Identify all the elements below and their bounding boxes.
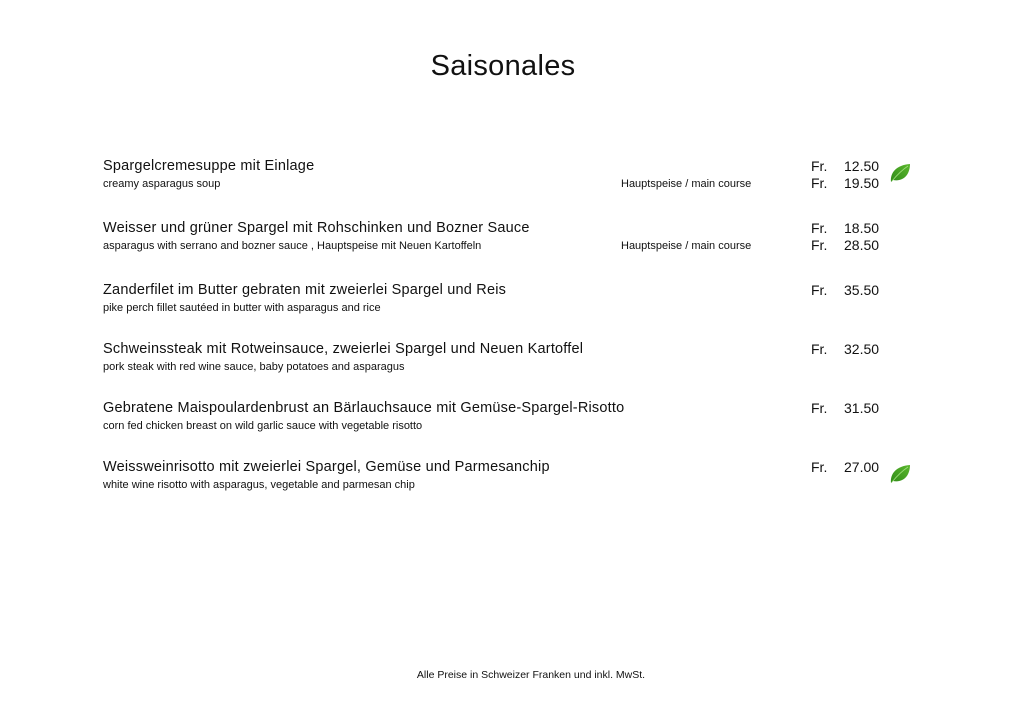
price-amount: 27.00	[844, 459, 880, 475]
menu-item	[0, 220, 1024, 260]
menu-item	[0, 341, 1024, 381]
dish-name: Weissweinrisotto mit zweierlei Spargel, Gemüse und Parmesanchip	[103, 459, 550, 475]
dish-description: white wine risotto with asparagus, vegetable and parmesan chip	[103, 479, 415, 491]
leaf-icon	[889, 162, 911, 184]
footer-note: Alle Preise in Schweizer Franken und inkl. MwSt.	[416, 669, 646, 681]
menu-item	[0, 459, 1024, 499]
currency: Fr.	[811, 237, 828, 253]
menu-item	[0, 158, 1024, 198]
currency: Fr.	[811, 459, 828, 475]
course-note: Hauptspeise / main course	[621, 240, 752, 252]
currency: Fr.	[811, 175, 828, 191]
dish-description: pork steak with red wine sauce, baby potatoes and asparagus	[103, 361, 405, 373]
price-amount: 31.50	[844, 400, 880, 416]
dish-name: Gebratene Maispoulardenbrust an Bärlauchsauce mit Gemüse-Spargel-Risotto	[103, 400, 625, 416]
price-amount: 18.50	[844, 220, 880, 236]
dish-description: corn fed chicken breast on wild garlic sauce with vegetable risotto	[103, 420, 423, 432]
price	[811, 220, 879, 237]
leaf-icon	[889, 463, 911, 485]
dish-name: Spargelcremesuppe mit Einlage	[103, 158, 315, 174]
currency: Fr.	[811, 282, 828, 298]
price-amount: 12.50	[844, 158, 880, 174]
currency: Fr.	[811, 400, 828, 416]
price	[811, 158, 879, 175]
currency: Fr.	[811, 220, 828, 236]
page-title: Saisonales	[430, 50, 576, 82]
dish-description: pike perch fillet sautéed in butter with asparagus and rice	[103, 302, 381, 314]
price-amount: 28.50	[844, 237, 880, 253]
dish-description: asparagus with serrano and bozner sauce , Hauptspeise mit Neuen Kartoffeln	[103, 240, 482, 252]
course-note: Hauptspeise / main course	[621, 178, 752, 190]
price	[811, 237, 879, 254]
menu-item	[0, 400, 1024, 440]
price-amount: 19.50	[844, 175, 880, 191]
price	[811, 282, 879, 299]
price	[811, 459, 879, 476]
price	[811, 400, 879, 417]
currency: Fr.	[811, 341, 828, 357]
menu-item	[0, 282, 1024, 322]
price-amount: 35.50	[844, 282, 880, 298]
price-amount: 32.50	[844, 341, 880, 357]
dish-name: Schweinssteak mit Rotweinsauce, zweierlei Spargel und Neuen Kartoffel	[103, 341, 584, 357]
dish-description: creamy asparagus soup	[103, 178, 221, 190]
price	[811, 175, 879, 192]
dish-name: Weisser und grüner Spargel mit Rohschinken und Bozner Sauce	[103, 220, 530, 236]
currency: Fr.	[811, 158, 828, 174]
price	[811, 341, 879, 358]
dish-name: Zanderfilet im Butter gebraten mit zweierlei Spargel und Reis	[103, 282, 507, 298]
